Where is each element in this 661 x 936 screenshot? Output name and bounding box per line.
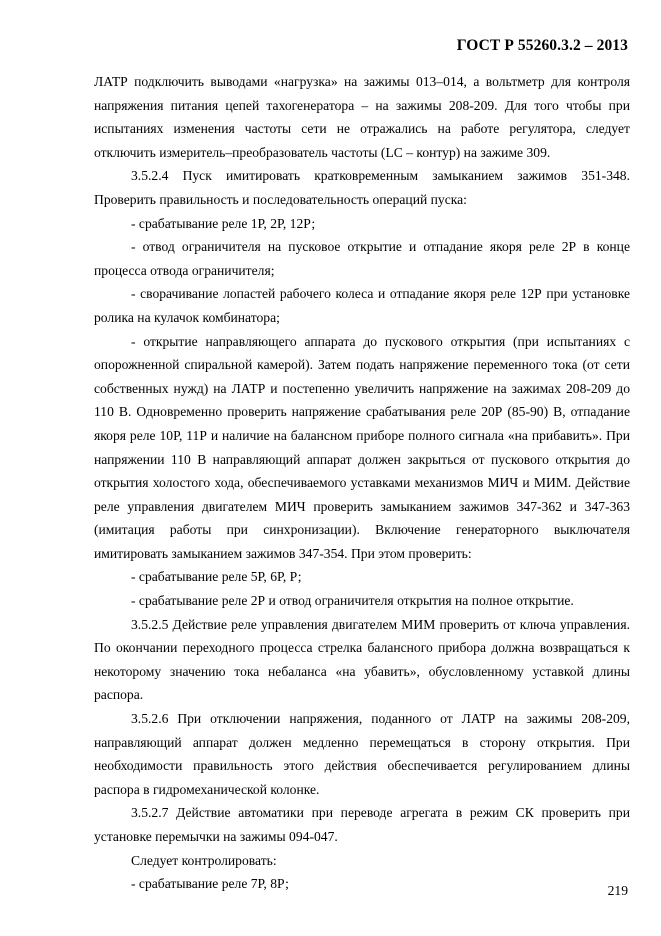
paragraph-3-5-2-5: 3.5.2.5 Действие реле управления двигателем МИМ проверить от ключа управления. По окончании переходного процесса стрелка балансного прибора должна возвращаться к некоторому значению тока небаланса «на убавить», обусловленному уставкой длины распора. [94,616,630,703]
list-item: - срабатывание реле 5Р, 6Р, Р; [131,569,302,585]
list-item: - открытие направляющего аппарата до пускового открытия (при испытаниях с опорожненной спиральной камерой). Затем подать напряжение переменного тока (от сети собственных нужд) на ЛАТР и постепенно увеличить напряжение на зажимах 208-209 до 110 В. Одновременно проверить напряжение срабатывания реле 20Р (85-90) В, отпадание якоря реле 10Р, 11Р и наличие на балансном приборе полного сигнала «на прибавить». При напряжении 110 В направляющий аппарат должен закрыться от пускового открытия до открытия холостого хода, обеспечиваемого уставками механизмов МИЧ и МИМ. Действие реле управления двигателем МИЧ проверить замыканием зажимов 347-362 и 347-363 (имитация работы при синхронизации). Включение генераторного выключателя имитировать замыканием зажимов 347-354. При этом проверить: [94,333,630,561]
list-item: - сворачивание лопастей рабочего колеса и отпадание якоря реле 12Р при установке ролика на кулачок комбинатора; [94,286,630,325]
list-item: - отвод ограничителя на пусковое открытие и отпадание якоря реле 2Р в конце процесса отвода ограничителя; [94,239,630,278]
paragraph-3-5-2-4: 3.5.2.4 Пуск имитировать кратковременным замыканием зажимов 351-348. Проверить правильность и последовательность операций пуска: [94,168,630,207]
paragraph-3-5-2-7: 3.5.2.7 Действие автоматики при переводе агрегата в режим СК проверить при установке перемычки на зажимы 094-047. [94,805,630,844]
list-item: - срабатывание реле 2Р и отвод ограничителя открытия на полное открытие. [131,593,574,609]
document-header: ГОСТ Р 55260.3.2 – 2013 [456,37,628,54]
paragraph-3-5-2-6: 3.5.2.6 При отключении напряжения, поданного от ЛАТР на зажимы 208-209, направляющий аппарат должен медленно перемещаться в сторону открытия. При необходимости правильность этого действия обеспечивается регулированием длины распора в гидромеханической колонке. [94,711,630,797]
document-body [94,70,630,896]
list-item: - срабатывание реле 1Р, 2Р, 12Р; [131,215,316,231]
list-item: - срабатывание реле 7Р, 8Р; [131,876,289,892]
page-number: 219 [607,883,628,898]
paragraph: ЛАТР подключить выводами «нагрузка» на зажимы 013–014, а вольтметр для контроля напряжения питания цепей тахогенератора – на зажимы 208-209. Для того чтобы при испытаниях изменения частоты сети не отражались на работе регулятора, следует отключить измеритель–преобразователь частоты (LC – контур) на зажиме 309. [94,74,630,160]
paragraph: Следует контролировать: [131,852,277,868]
